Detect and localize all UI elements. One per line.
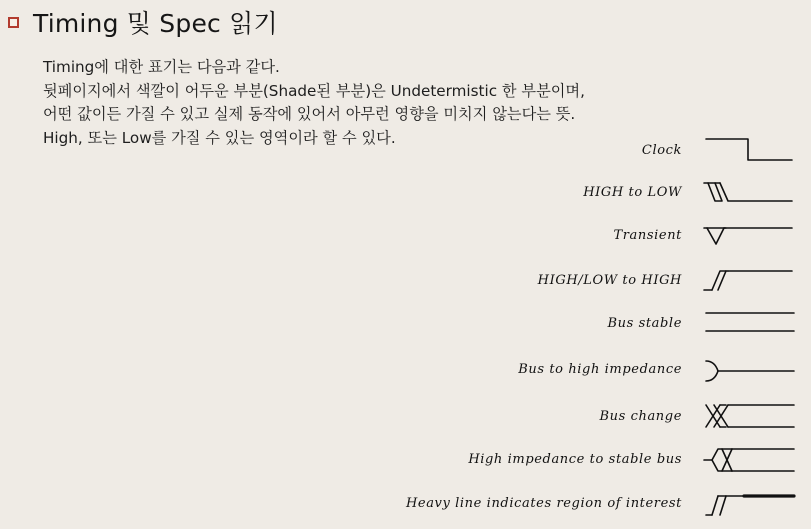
description-line: Timing에 대한 표기는 다음과 같다. [43, 58, 280, 76]
bus-stable-waveform-icon [702, 306, 798, 340]
high-low-to-high-waveform-icon [702, 263, 798, 297]
heavy-line-waveform-icon [702, 487, 798, 521]
slide-title: Timing 및 Spec 읽기 [33, 9, 278, 38]
bus-to-high-impedance-waveform-icon [702, 353, 798, 387]
high-to-low-waveform-icon [702, 175, 798, 209]
transient-waveform-icon [702, 218, 798, 252]
high-impedance-to-stable-bus-waveform-icon [702, 442, 798, 476]
clock-waveform-icon [702, 134, 798, 168]
legend-label-bus-to-high-impedance: Bus to high impedance [518, 362, 682, 377]
legend-label-clock: Clock [641, 143, 682, 158]
description-line: 어떤 값이든 가질 수 있고 실제 동작에 있어서 아무런 영향을 미치지 않는다는 뜻. [43, 105, 576, 123]
description-line: 뒷페이지에서 색깔이 어두운 부분(Shade된 부분)은 Undetermistic 한 부분이며, [43, 81, 585, 100]
legend-label-bus-stable: Bus stable [607, 316, 682, 331]
legend-label-high-impedance-to-stable-bus: High impedance to stable bus [468, 452, 682, 467]
legend-label-bus-change: Bus change [599, 409, 682, 424]
legend-label-transient: Transient [613, 228, 682, 243]
legend-label-heavy-line: Heavy line indicates region of interest [405, 496, 682, 511]
bus-change-waveform-icon [702, 400, 798, 434]
description-line: High, 또는 Low를 가질 수 있는 영역이라 할 수 있다. [43, 128, 396, 147]
legend-label-high-low-to-high: HIGH/LOW to HIGH [537, 273, 682, 288]
legend-label-high-to-low: HIGH to LOW [583, 185, 682, 200]
